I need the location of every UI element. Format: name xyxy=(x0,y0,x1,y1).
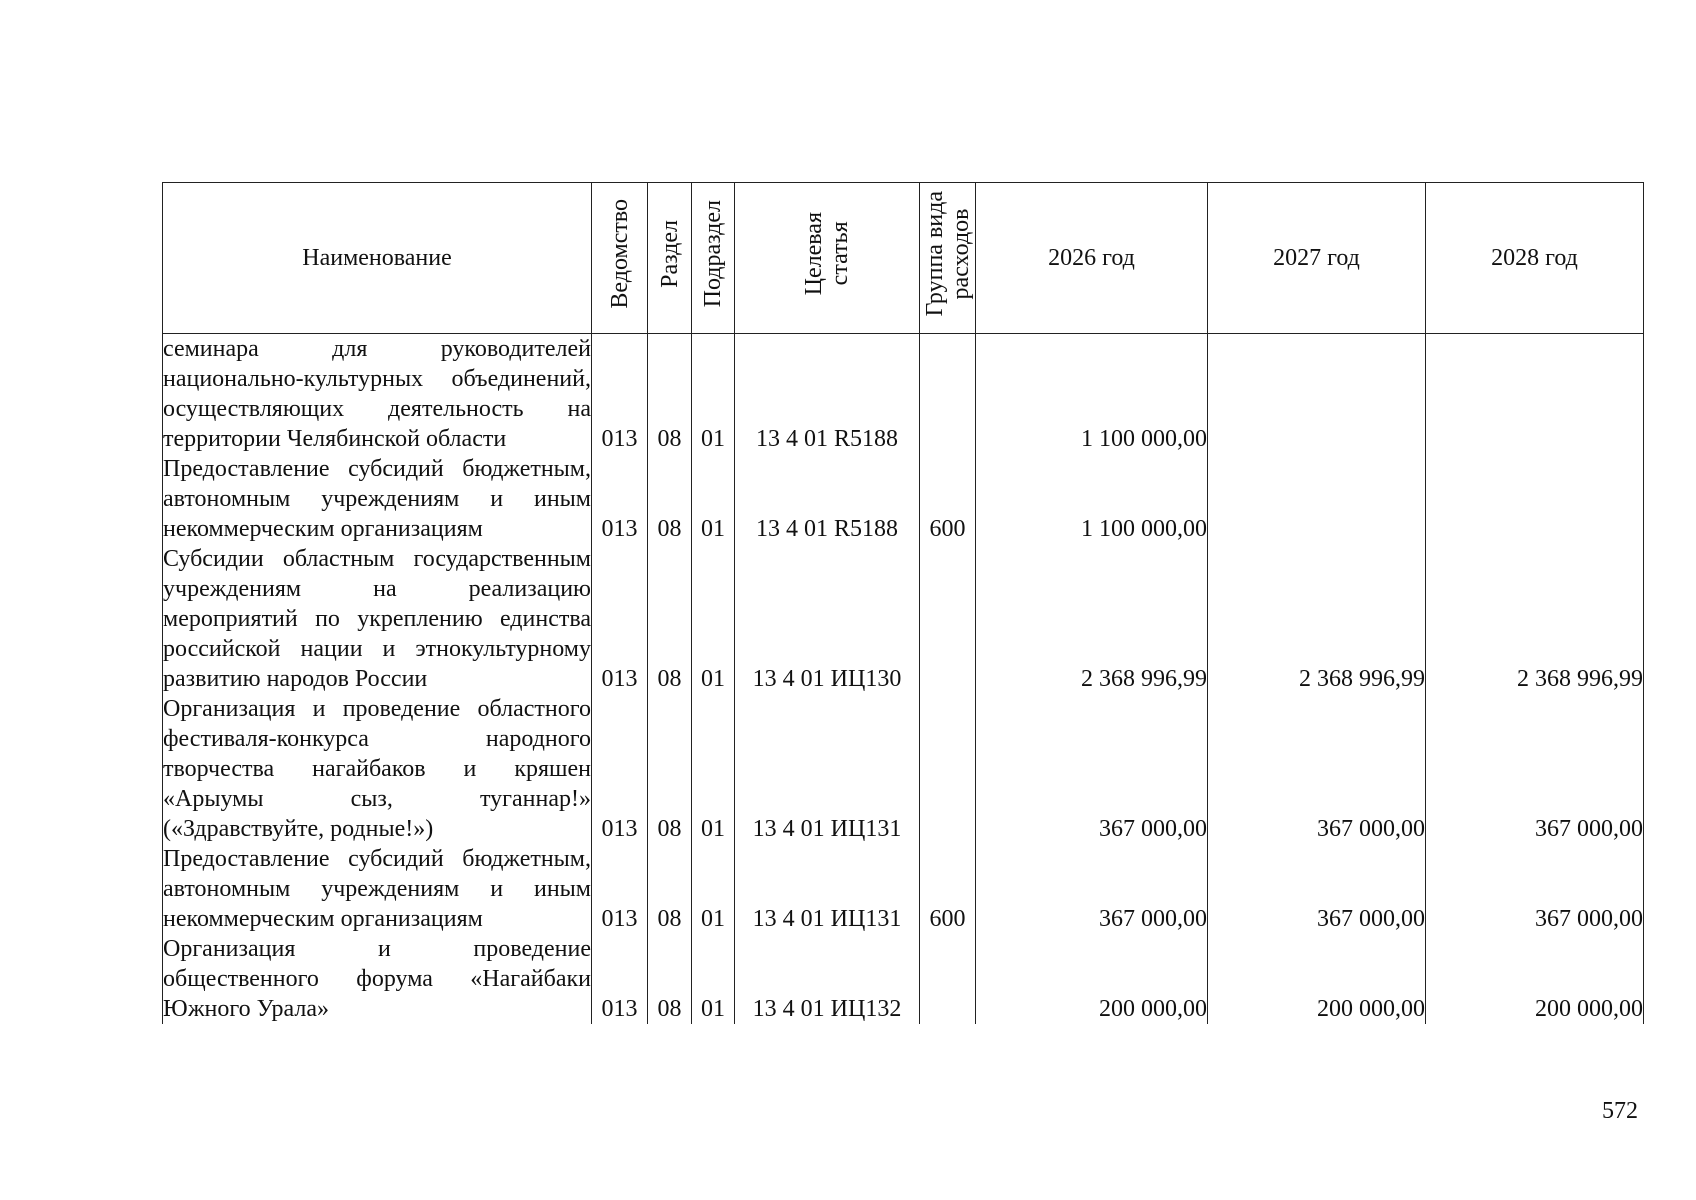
header-2028: 2028 год xyxy=(1426,183,1644,334)
header-subsection: Подраздел xyxy=(692,183,735,334)
row-section: 08 xyxy=(648,934,692,1024)
row-subsection: 01 xyxy=(692,454,735,544)
row-2028: 2 368 996,99 xyxy=(1426,544,1644,694)
row-2027: 367 000,00 xyxy=(1208,844,1426,934)
row-section: 08 xyxy=(648,334,692,455)
row-group xyxy=(920,544,976,694)
row-2027: 2 368 996,99 xyxy=(1208,544,1426,694)
row-2026: 1 100 000,00 xyxy=(976,334,1208,455)
row-2027 xyxy=(1208,454,1426,544)
row-target: 13 4 01 ИЦ132 xyxy=(735,934,920,1024)
row-group: 600 xyxy=(920,454,976,544)
row-name: Организация и проведение общественного форума «Нагайбаки Южного Урала» xyxy=(163,936,591,1022)
table-row xyxy=(163,544,1644,694)
row-dept: 013 xyxy=(592,454,648,544)
row-2026: 367 000,00 xyxy=(976,694,1208,844)
row-group: 600 xyxy=(920,844,976,934)
row-subsection: 01 xyxy=(692,334,735,455)
row-2026: 2 368 996,99 xyxy=(976,544,1208,694)
row-name: Предоставление субсидий бюджетным, автономным учреждениям и иным некоммерческим организациям xyxy=(163,846,591,932)
row-dept: 013 xyxy=(592,844,648,934)
row-target: 13 4 01 R5188 xyxy=(735,334,920,455)
row-subsection: 01 xyxy=(692,934,735,1024)
row-2027 xyxy=(1208,334,1426,455)
header-group: Группа вида расходов xyxy=(920,183,976,334)
table-row xyxy=(163,934,1644,1024)
row-group xyxy=(920,334,976,455)
header-target: Целевая статья xyxy=(735,183,920,334)
row-target: 13 4 01 ИЦ131 xyxy=(735,694,920,844)
row-2028: 367 000,00 xyxy=(1426,694,1644,844)
row-2026: 200 000,00 xyxy=(976,934,1208,1024)
row-dept: 013 xyxy=(592,694,648,844)
row-name: семинара для руководителей национально-культурных объединений, осуществляющих деятельность на территории Челябинской области xyxy=(163,334,592,455)
row-dept: 013 xyxy=(592,334,648,455)
header-2026: 2026 год xyxy=(976,183,1208,334)
header-row xyxy=(163,183,1644,334)
row-section: 08 xyxy=(648,844,692,934)
row-2026: 367 000,00 xyxy=(976,844,1208,934)
row-subsection: 01 xyxy=(692,544,735,694)
table-row xyxy=(163,334,1644,455)
row-target: 13 4 01 ИЦ131 xyxy=(735,844,920,934)
row-name: Субсидии областным государственным учреждениям на реализацию мероприятий по укреплению единства российской нации и этнокультурному развитию народов России xyxy=(163,546,591,692)
header-name: Наименование xyxy=(163,183,592,334)
header-section: Раздел xyxy=(648,183,692,334)
row-name: Организация и проведение областного фестиваля-конкурса народного творчества нагайбаков и кряшен «Арыумы сыз, туганнар!» («Здравствуйте, родные!») xyxy=(163,696,591,842)
row-section: 08 xyxy=(648,454,692,544)
row-dept: 013 xyxy=(592,934,648,1024)
page-number: 572 xyxy=(1602,1098,1638,1124)
row-2028 xyxy=(1426,334,1644,455)
row-name: Предоставление субсидий бюджетным, автономным учреждениям и иным некоммерческим организациям xyxy=(163,456,591,542)
row-2026: 1 100 000,00 xyxy=(976,454,1208,544)
row-dept: 013 xyxy=(592,544,648,694)
row-subsection: 01 xyxy=(692,844,735,934)
row-group xyxy=(920,694,976,844)
row-section: 08 xyxy=(648,544,692,694)
row-2028: 200 000,00 xyxy=(1426,934,1644,1024)
row-2027: 367 000,00 xyxy=(1208,694,1426,844)
table-row xyxy=(163,454,1644,544)
budget-table xyxy=(162,182,1644,1024)
row-section: 08 xyxy=(648,694,692,844)
header-dept: Ведомство xyxy=(592,183,648,334)
row-2028: 367 000,00 xyxy=(1426,844,1644,934)
row-2027: 200 000,00 xyxy=(1208,934,1426,1024)
row-target: 13 4 01 ИЦ130 xyxy=(735,544,920,694)
row-2028 xyxy=(1426,454,1644,544)
table-row xyxy=(163,694,1644,844)
header-2027: 2027 год xyxy=(1208,183,1426,334)
row-target: 13 4 01 R5188 xyxy=(735,454,920,544)
row-group xyxy=(920,934,976,1024)
table-row xyxy=(163,844,1644,934)
row-subsection: 01 xyxy=(692,694,735,844)
